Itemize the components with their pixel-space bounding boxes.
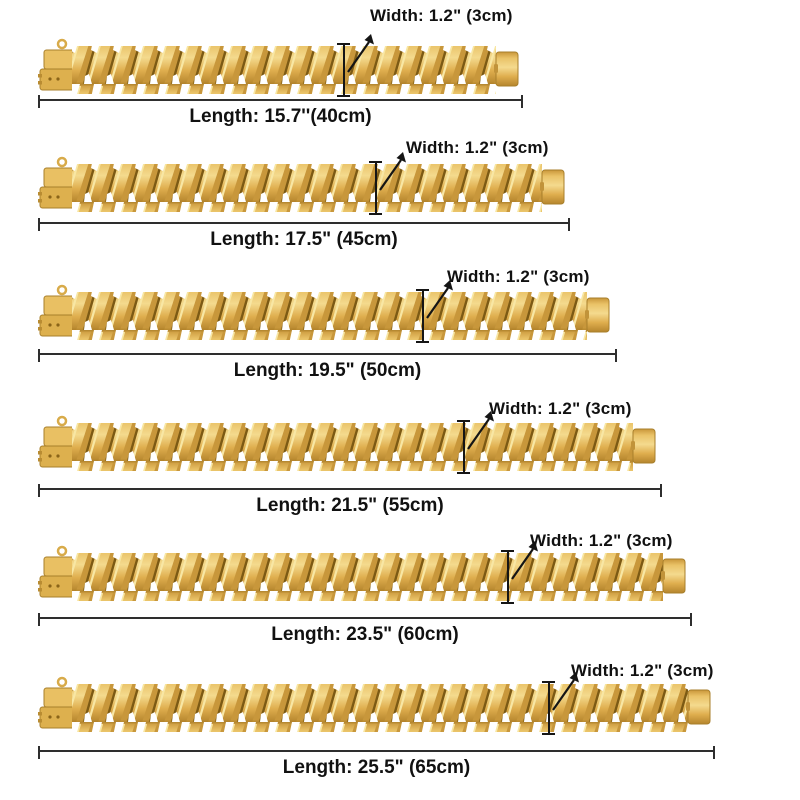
end-cap-icon [631, 429, 655, 463]
length-label: Length: 17.5" (45cm) [210, 229, 398, 250]
width-label: Width: 1.2" (3cm) [571, 661, 714, 680]
width-label: Width: 1.2" (3cm) [406, 138, 549, 157]
chain-band [72, 553, 663, 601]
end-cap-icon [494, 52, 518, 86]
chain-graphic [38, 674, 712, 734]
chain-graphic [38, 282, 611, 342]
length-measure-line [38, 617, 692, 619]
end-cap-icon [686, 690, 710, 724]
width-label: Width: 1.2" (3cm) [530, 531, 673, 550]
length-measure-line [38, 222, 570, 224]
length-label: Length: 15.7''(40cm) [189, 106, 372, 127]
chain-band [72, 684, 688, 732]
length-label: Length: 19.5" (50cm) [233, 360, 422, 381]
chain-band [72, 164, 542, 212]
chain-graphic [38, 413, 657, 473]
chain-graphic [38, 154, 566, 214]
length-label: Length: 21.5" (55cm) [256, 495, 444, 516]
length-label: Length: 25.5" (65cm) [282, 757, 471, 778]
clasp-icon [38, 678, 76, 728]
clasp-icon [38, 547, 76, 597]
clasp-icon [38, 286, 76, 336]
end-cap-icon [540, 170, 564, 204]
width-label: Width: 1.2" (3cm) [370, 6, 513, 25]
width-label: Width: 1.2" (3cm) [447, 267, 590, 286]
dimension-arrow-icon [345, 32, 375, 74]
chain-band [72, 292, 587, 340]
chain-band [72, 423, 633, 471]
length-measure-line [38, 750, 715, 752]
clasp-icon [38, 417, 76, 467]
end-cap-icon [661, 559, 685, 593]
length-measure-line [38, 99, 523, 101]
length-measure-line [38, 353, 617, 355]
end-cap-icon [585, 298, 609, 332]
dimension-arrow-icon [377, 150, 407, 192]
length-measure-line [38, 488, 662, 490]
chain-graphic [38, 36, 520, 96]
clasp-icon [38, 40, 76, 90]
chain-graphic [38, 543, 687, 603]
length-label: Length: 23.5" (60cm) [271, 624, 459, 645]
width-label: Width: 1.2" (3cm) [489, 399, 632, 418]
chain-band [72, 46, 496, 94]
clasp-icon [38, 158, 76, 208]
